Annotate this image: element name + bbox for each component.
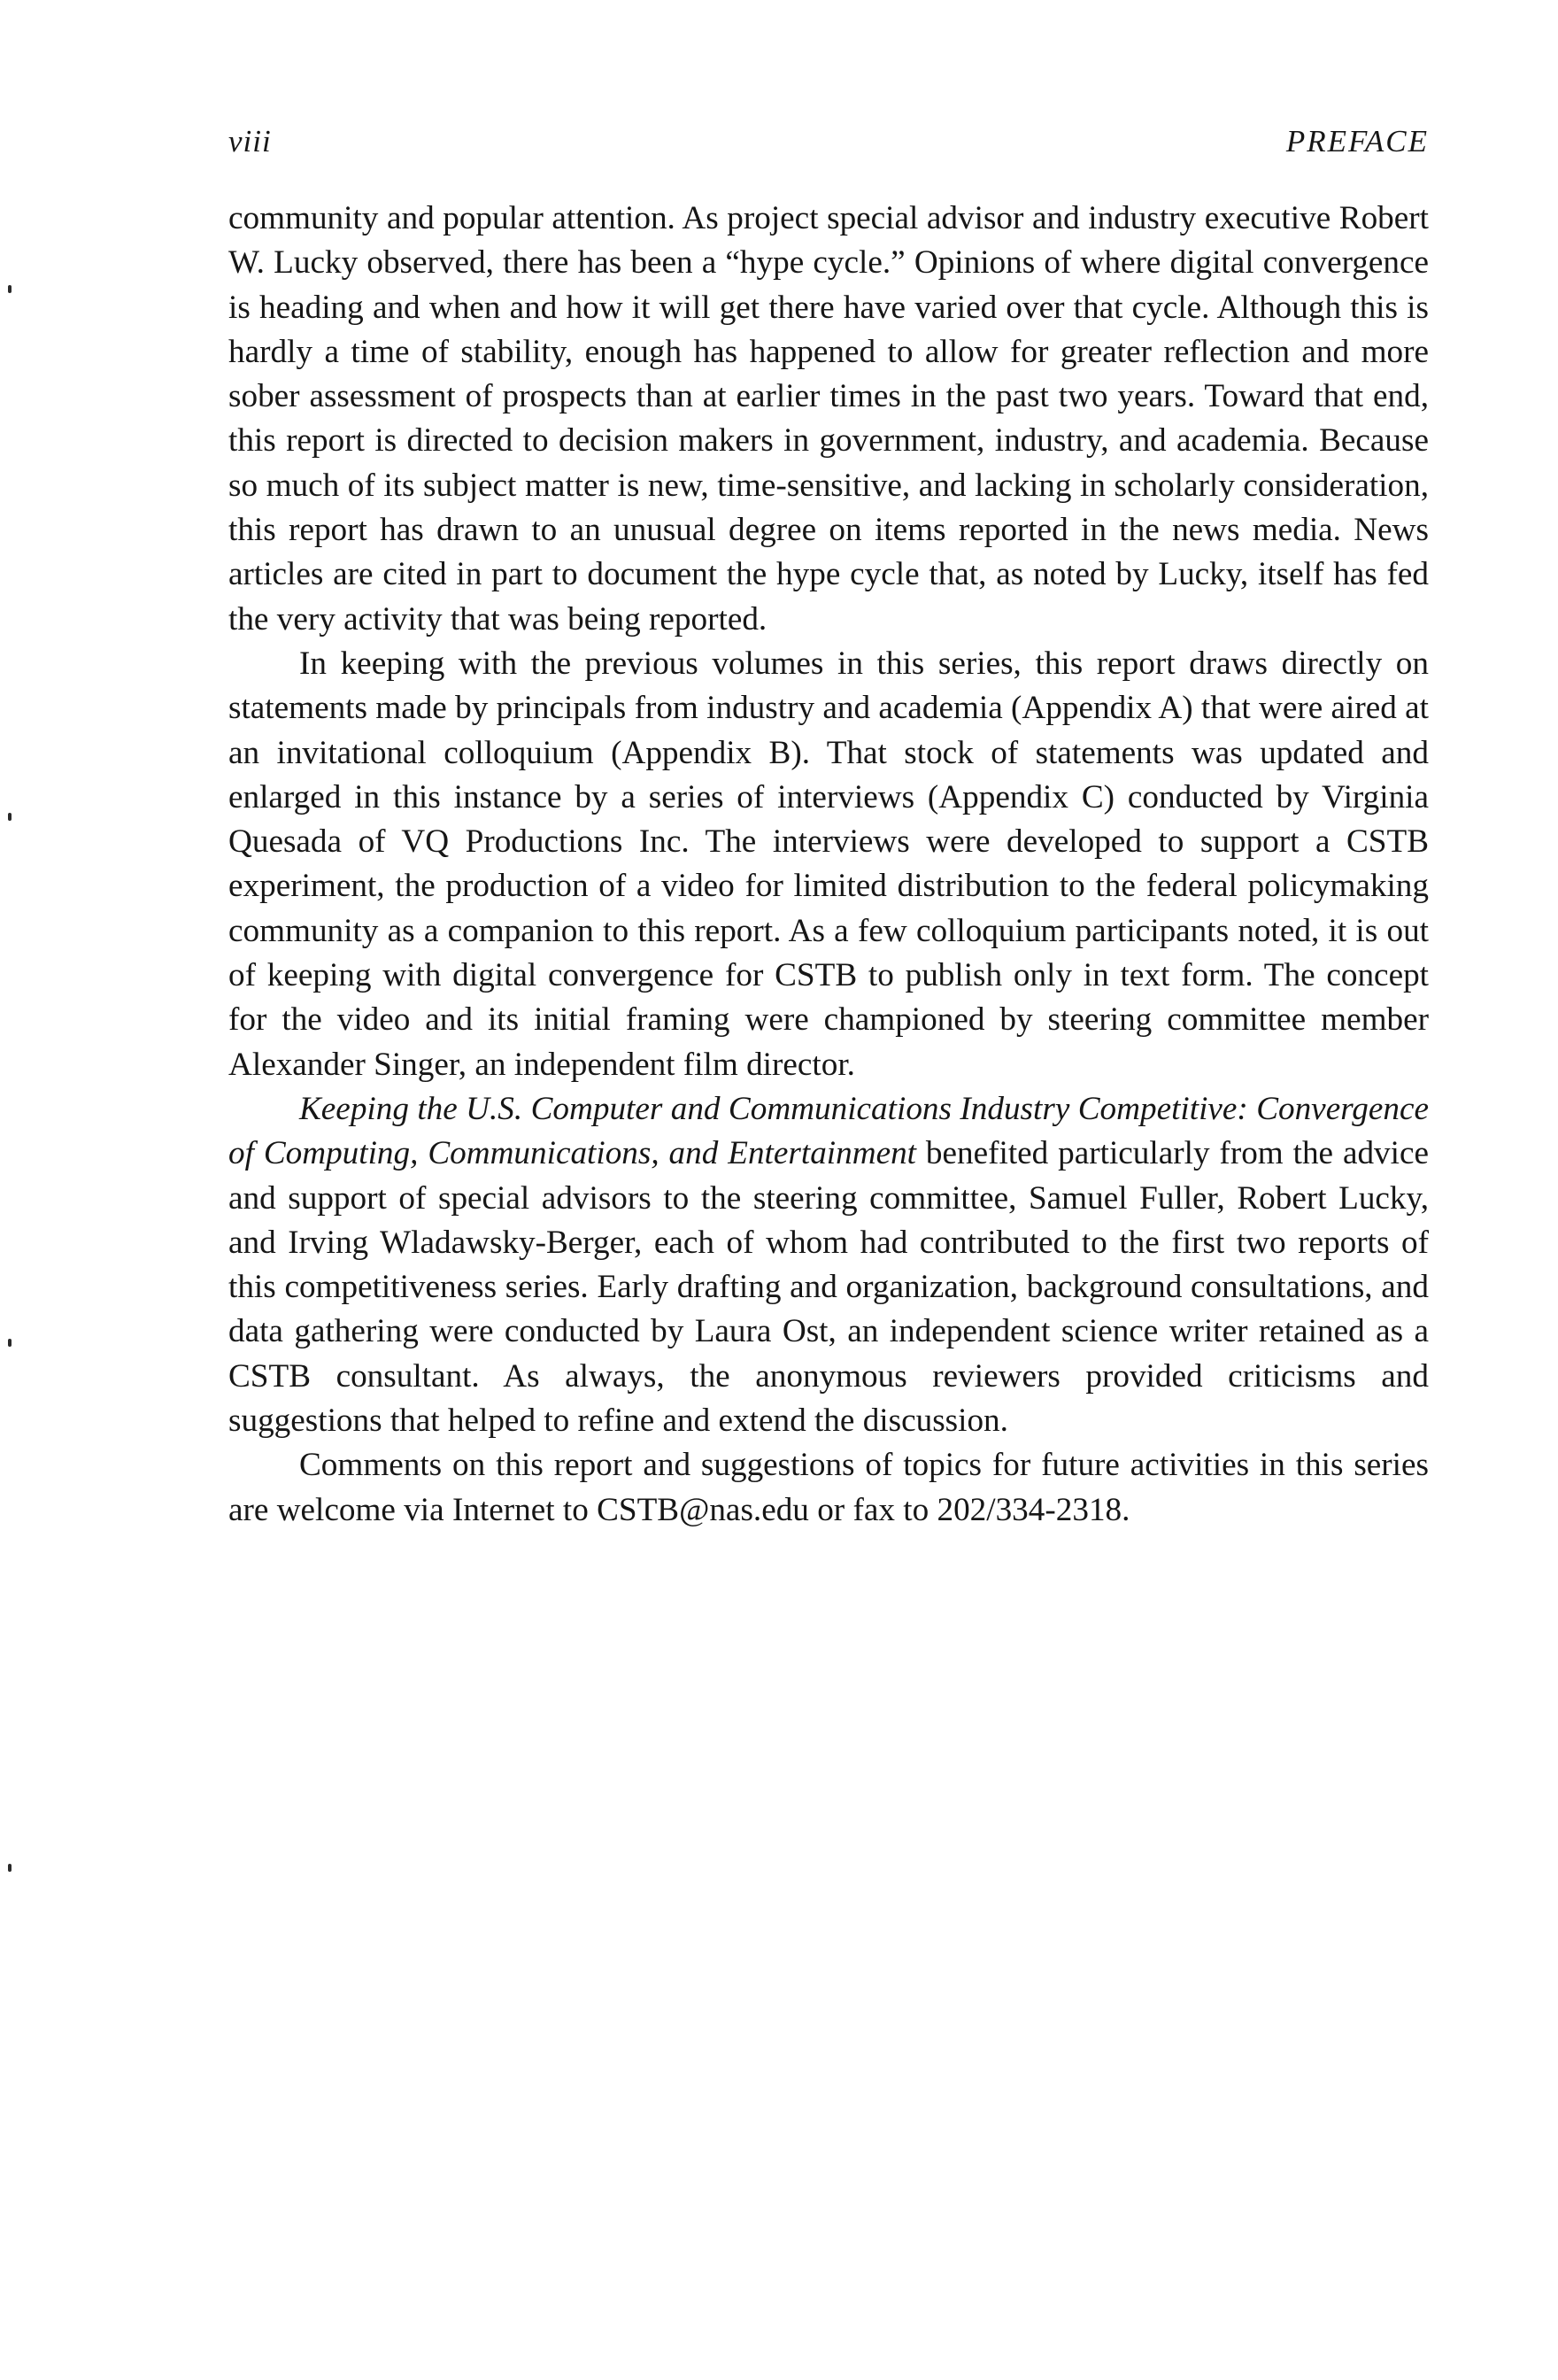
paragraph-4: Comments on this report and suggestions of topics for future activities in this series are welcome via Internet to CSTB@nas.edu or fax to 202/334-2318. — [228, 1447, 1429, 1528]
paragraph-1: community and popular attention. As project special advisor and industry executive Robert W. Lucky observed, there has been a “hype cycle.” Opinions of where digital convergence is heading and when and how it will get there have varied over that cycle. Although this is hardly a time of stability, enough has happened to allow for greater reflection and more sober assessment of prospects than at earlier times in the past two years. Toward that end, this report is directed to decision makers in government, industry, and academia. Because so much of its subject matter is new, time-sensitive, and lacking in scholarly consideration, this report has drawn to an unusual degree on items reported in the news media. News articles are cited in part to document the hype cycle that, as noted by Lucky, itself has fed the very activity that was being reported. — [228, 200, 1429, 638]
report-title: Keeping the U.S. Computer and Communications Industry Competitive: Convergence of Computing, Communications, and Entertainment — [228, 1090, 1429, 1172]
section-title: PREFACE — [1285, 124, 1429, 158]
body-text — [228, 197, 1429, 1533]
scan-speck — [8, 813, 12, 821]
page-number: viii — [228, 124, 272, 158]
running-head — [228, 124, 1429, 168]
paragraph-2: In keeping with the previous volumes in this series, this report draws directly on statements made by principals from industry and academia (Appendix A) that were aired at an invitational colloquium (Appendix B). That stock of statements was updated and enlarged in this instance by a series of interviews (Appendix C) conducted by Virginia Quesada of VQ Productions Inc. The interviews were developed to support a CSTB experiment, the production of a video for limited distribution to the federal policymaking community as a companion to this report. As a few colloquium participants noted, it is out of keeping with digital convergence for CSTB to publish only in text form. The concept for the video and its initial framing were championed by steering committee member Alexander Singer, an independent film director. — [228, 645, 1429, 1083]
scan-speck — [8, 1864, 12, 1872]
scan-speck — [8, 1339, 12, 1347]
paragraph-3 — [228, 1087, 1429, 1443]
paragraph-3-text: benefited particularly from the advice and support of special advisors to the steering committee, Samuel Fuller, Robert Lucky, and Irving Wladawsky-Berger, each of whom had contributed to the first two reports of this competitiveness series. Early drafting and organization, background consultations, and data gathering were conducted by Laura Ost, an independent science writer retained as a CSTB consultant. As always, the anonymous reviewers provided criticisms and suggestions that helped to refine and extend the discussion. — [228, 1135, 1429, 1440]
scan-speck — [8, 285, 12, 293]
